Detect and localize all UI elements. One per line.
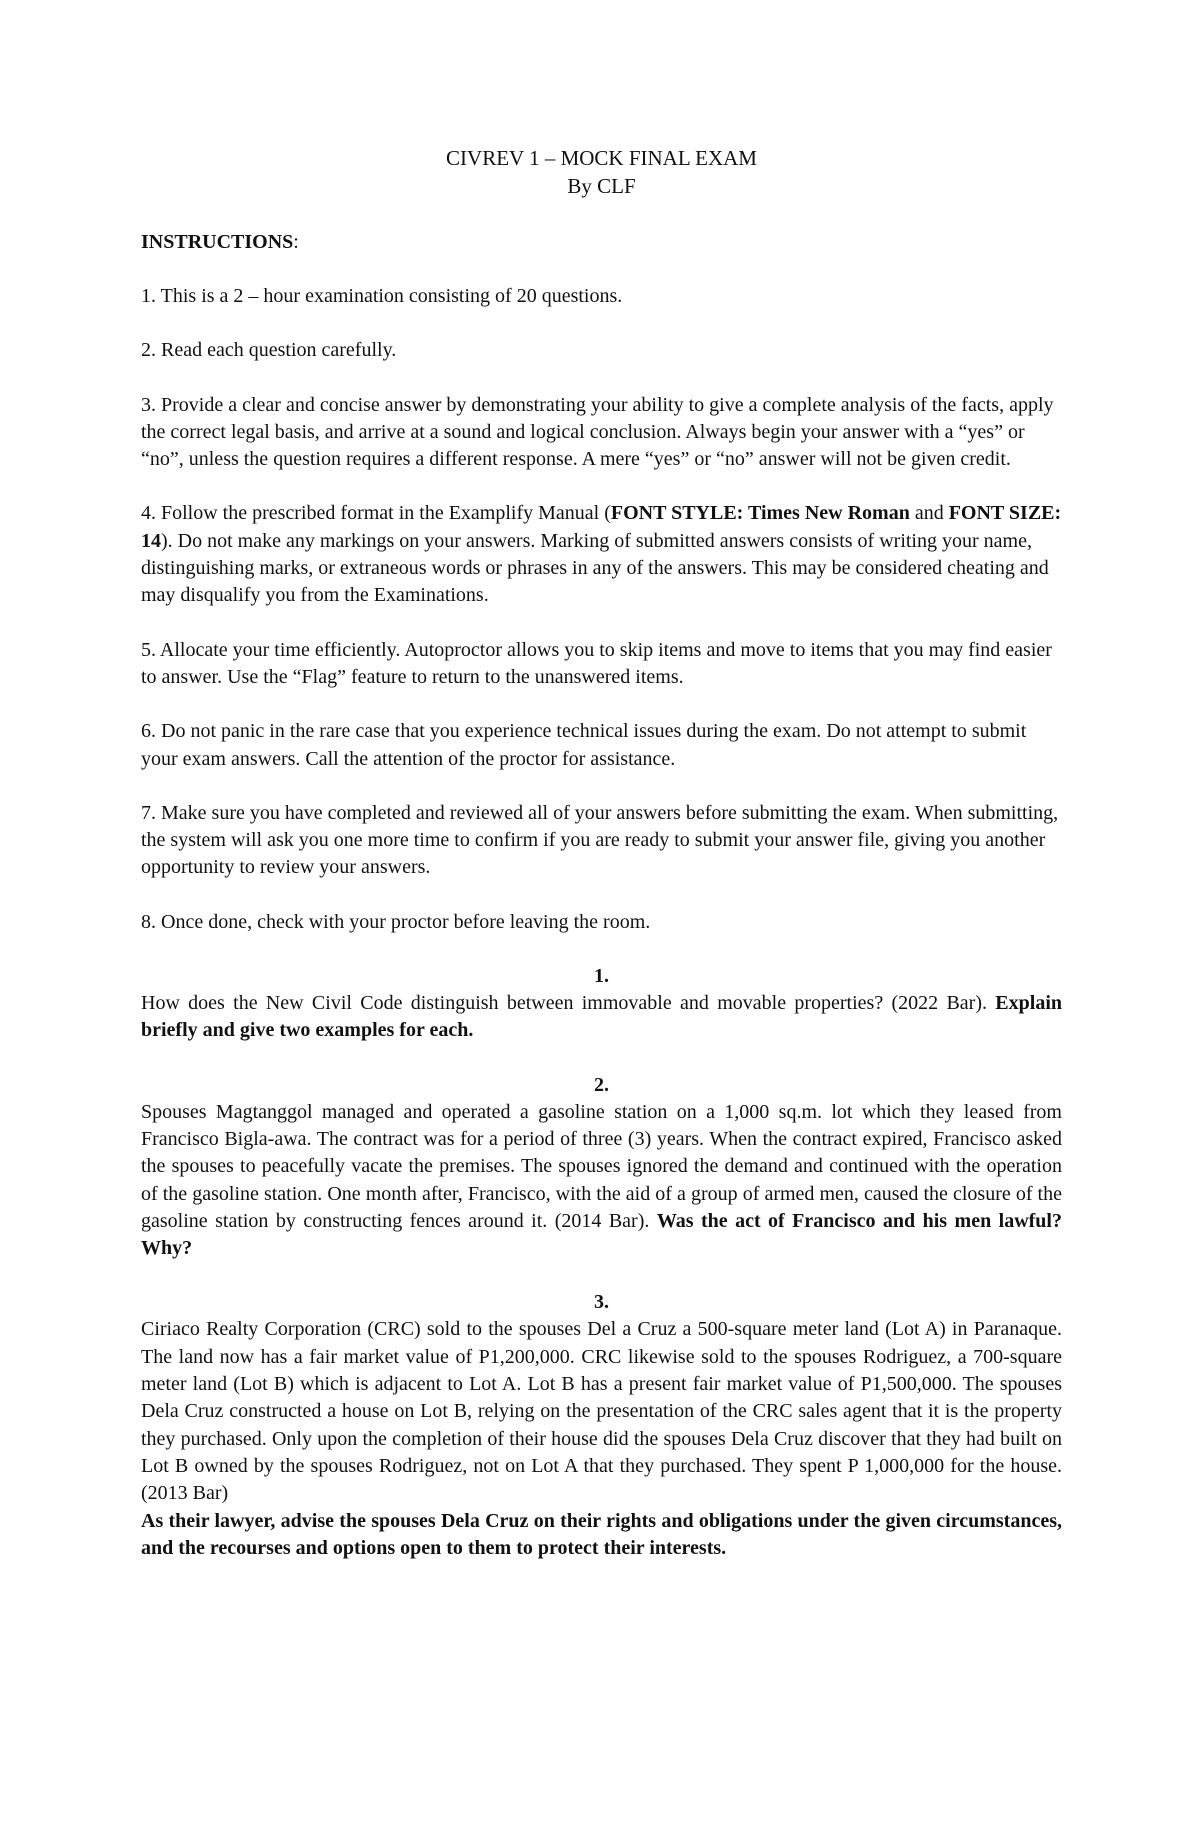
instruction-item-4-font-size: FONT SIZE: 14 bbox=[141, 502, 1062, 552]
question-2-bold: Was the act of Francisco and his men lawful? Why? bbox=[141, 1209, 1062, 1260]
question-3-bold: As their lawyer, advise the spouses Dela Cruz on their rights and obligations under the given circumstances, and the recourses and options open to them to protect their interests. bbox=[141, 1509, 1062, 1559]
question-1-text: How does the New Civil Code distinguish between immovable and movable properties? (2022 Bar). bbox=[141, 992, 996, 1015]
instructions-heading-text: INSTRUCTIONS bbox=[141, 231, 294, 253]
instruction-item-3: 3. Provide a clear and concise answer by demonstrating your ability to give a complete analysis of the facts, apply the correct legal basis, and arrive at a sound and logical conclusion. Always begin your answer with a “yes” or “no”, unless the question requires a different response. A mere “yes” or “no” answer will not be given credit. bbox=[141, 393, 1054, 471]
instruction-item-4-pre: 4. Follow the prescribed format in the Examplify Manual ( bbox=[141, 502, 611, 525]
question-2-text: Spouses Magtanggol managed and operated a gasoline station on a 1,000 sq.m. lot which they leased from Francisco Bigla-awa. The contract was for a period of three (3) years. When the contract expired, Francisco asked the spouses to peacefully vacate the premises. The spouses ignored the demand and continued with the operation of the gasoline station. One month after, Francisco, with the aid of a group of armed men, caused the closure of the gasoline station by constructing fences around it. (2014 Bar). bbox=[141, 1100, 1062, 1232]
instruction-item-4 bbox=[141, 500, 1062, 609]
question-1-bold: Explain briefly and give two examples for each. bbox=[141, 992, 1062, 1042]
instruction-item-5: 5. Allocate your time efficiently. Autoproctor allows you to skip items and move to items that you may find easier to answer. Use the “Flag” feature to return to the unanswered items. bbox=[141, 638, 1052, 688]
question-3-text: Ciriaco Realty Corporation (CRC) sold to the spouses Del a Cruz a 500-square meter land (Lot A) in Paranaque. The land now has a fair market value of P1,200,000. CRC likewise sold to the spouses Rodriguez, a 700-square meter land (Lot B) which is adjacent to Lot A. Lot B has a present fair market value of P1,500,000. The spouses Dela Cruz constructed a house on Lot B, relying on the presentation of the CRC sales agent that it is the property they purchased. Only upon the completion of their house did the spouses Dela Cruz discover that they had built on Lot B owned by the spouses Rodriguez, not on Lot A that they purchased. They spent P 1,000,000 for the house. (2013 Bar) bbox=[141, 1318, 1062, 1505]
instructions-heading-colon: : bbox=[293, 231, 299, 253]
instructions-heading bbox=[141, 228, 1062, 256]
instruction-item-7: 7. Make sure you have completed and reviewed all of your answers before submitting the exam. When submitting, the system will ask you one more time to confirm if you are ready to submit your answer file, giving you another opportunity to review your answers. bbox=[141, 801, 1059, 879]
exam-page bbox=[141, 144, 1062, 1562]
question-number-3: 3. bbox=[594, 1291, 609, 1314]
exam-title: CIVREV 1 – MOCK FINAL EXAM bbox=[446, 146, 757, 170]
exam-byline: By CLF bbox=[567, 174, 636, 198]
instruction-item-6: 6. Do not panic in the rare case that you experience technical issues during the exam. Do not attempt to submit your exam answers. Call the attention of the proctor for assistance. bbox=[141, 720, 1027, 770]
instruction-item-1: 1. This is a 2 – hour examination consisting of 20 questions. bbox=[141, 285, 623, 307]
instruction-item-4-font-style: FONT STYLE: Times New Roman bbox=[610, 502, 910, 525]
question-1-body bbox=[141, 990, 1062, 1045]
instruction-item-2: 2. Read each question carefully. bbox=[141, 339, 397, 362]
instruction-item-8: 8. Once done, check with your proctor before leaving the room. bbox=[141, 910, 651, 933]
question-number-2: 2. bbox=[594, 1073, 609, 1096]
question-number-1: 1. bbox=[594, 965, 609, 988]
question-2-body bbox=[141, 1099, 1062, 1263]
instruction-item-4-mid: and bbox=[909, 502, 949, 525]
instruction-item-4-post: ). Do not make any markings on your answers. Marking of submitted answers consists of writing your name, distinguishing marks, or extraneous words or phrases in any of the answers. This may be considered cheating and may disqualify you from the Examinations. bbox=[141, 529, 1049, 607]
